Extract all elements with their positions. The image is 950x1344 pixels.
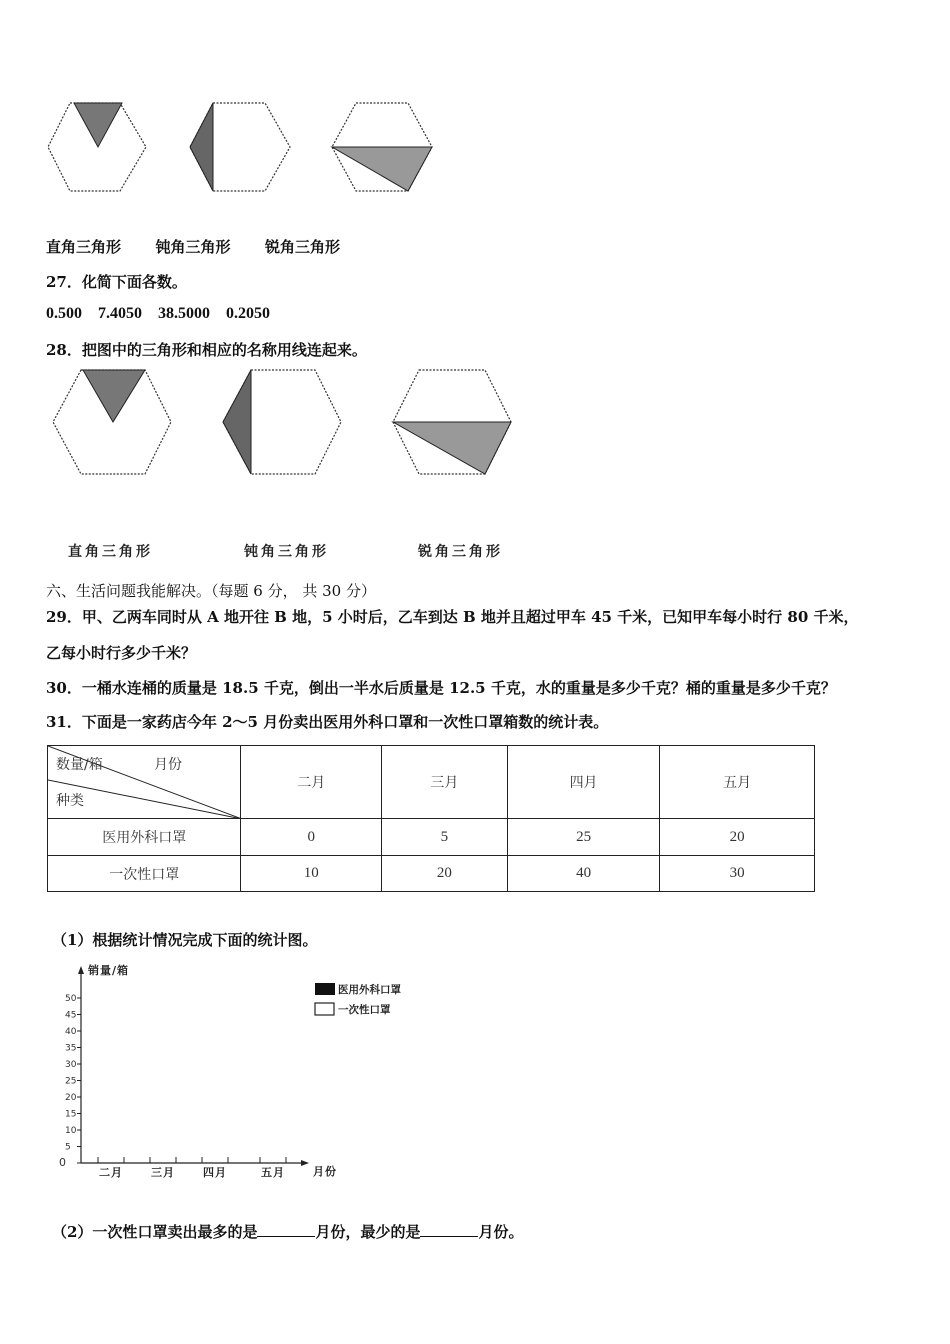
- q31-sub2-b: 月份，最少的是: [315, 1223, 421, 1241]
- answer-blank-most[interactable]: [257, 1222, 315, 1237]
- row-name: 一次性口罩: [48, 856, 241, 892]
- chart-ylabel: 销量/箱: [88, 964, 130, 977]
- x-category-label: 五月: [261, 1166, 285, 1179]
- label-right-triangle: 直角三角形: [46, 238, 122, 256]
- table-cell: 40: [507, 856, 660, 892]
- header-month: 五月: [660, 746, 815, 819]
- y-tick-label: 15: [65, 1109, 77, 1120]
- corner-qty-label: 数量/箱: [56, 757, 103, 773]
- x-category-label: 四月: [203, 1166, 227, 1179]
- corner-month-label: 月份: [154, 757, 182, 773]
- y-tick-label: 35: [65, 1043, 77, 1054]
- hexagon-1: [48, 103, 146, 191]
- q28-label-obtuse: 钝角三角形: [244, 544, 329, 560]
- row-name: 医用外科口罩: [48, 819, 241, 856]
- table-cell: 10: [241, 856, 382, 892]
- x-categories: [98, 1157, 286, 1179]
- hexagon-figures-top: [40, 95, 440, 200]
- table-cell: 0: [241, 819, 382, 856]
- q29-line1: 29．甲、乙两车同时从 A 地开往 B 地，5 小时后，乙车到达 B 地并且超过甲车 45 千米，已知甲车每小时行 80 千米，: [46, 608, 859, 626]
- corner-kind-label: 种类: [56, 793, 84, 809]
- y-tick-label: 10: [65, 1126, 77, 1136]
- header-month: 四月: [507, 746, 660, 819]
- chart-legend: [315, 983, 401, 1016]
- q27-title: 27．化简下面各数。: [46, 273, 187, 291]
- legend-label-disposable: 一次性口罩: [338, 1004, 391, 1016]
- y-tick-label: 30: [65, 1060, 77, 1070]
- q31-title: 31．下面是一家药店今年 2～5 月份卖出医用外科口罩和一次性口罩箱数的统计表。: [46, 713, 609, 731]
- q28-label-right: 直角三角形: [68, 544, 153, 560]
- q29-line2: 乙每小时行多少千米？: [46, 644, 197, 662]
- table-cell: 20: [660, 819, 815, 856]
- table-row: [48, 856, 815, 892]
- x-category-label: 二月: [99, 1166, 123, 1179]
- table-cell: 30: [660, 856, 815, 892]
- blank-bar-chart: [55, 958, 435, 1183]
- y-tick-label: 45: [65, 1010, 77, 1021]
- y-axis-arrow: [78, 966, 84, 974]
- top-triangle-labels: [46, 236, 340, 257]
- x-category-label: 三月: [151, 1166, 175, 1179]
- hexagon-4: [53, 370, 171, 474]
- label-acute-triangle: 锐角三角形: [264, 238, 340, 256]
- y-ticks: [59, 994, 81, 1169]
- legend-label-surgical: 医用外科口罩: [338, 984, 401, 996]
- y-tick-label: 40: [65, 1027, 77, 1037]
- hexagon-2: [190, 103, 290, 191]
- header-month: 三月: [382, 746, 508, 819]
- hexagon-6: [393, 370, 511, 474]
- table-header-row: [48, 746, 815, 819]
- table-cell: 20: [382, 856, 508, 892]
- q27-numbers: 0.500 7.4050 38.5000 0.2050: [46, 305, 270, 322]
- table-corner-cell: [48, 746, 241, 819]
- section-6-heading: 六、生活问题我能解决。（每题 6 分， 共 30 分）: [46, 582, 376, 600]
- legend-swatch-surgical: [315, 983, 335, 995]
- q28-title: 28．把图中的三角形和相应的名称用线连起来。: [46, 341, 367, 359]
- y-tick-label: 20: [65, 1093, 77, 1103]
- table-cell: 5: [382, 819, 508, 856]
- x-axis-arrow: [301, 1160, 309, 1166]
- stats-table: [47, 745, 815, 892]
- table-cell: 25: [507, 819, 660, 856]
- q31-sub2-a: （2）一次性口罩卖出最多的是: [52, 1223, 258, 1241]
- label-obtuse-triangle: 钝角三角形: [155, 238, 231, 256]
- q28-label-acute: 锐角三角形: [418, 544, 503, 560]
- header-month: 二月: [241, 746, 382, 819]
- legend-swatch-disposable: [315, 1003, 334, 1015]
- chart-xlabel: 月份: [313, 1165, 337, 1178]
- q30-text: 30．一桶水连桶的质量是 18.5 千克，倒出一半水后质量是 12.5 千克，水的重量是多少千克？桶的重量是多少千克？: [46, 679, 836, 697]
- answer-blank-least[interactable]: [420, 1222, 478, 1237]
- q31-sub2: [52, 1221, 523, 1242]
- q31-sub1: （1）根据统计情况完成下面的统计图。: [52, 931, 318, 949]
- y-tick-label: 5: [65, 1142, 71, 1153]
- y-tick-label: 25: [65, 1076, 77, 1087]
- table-row: [48, 819, 815, 856]
- hexagon-3: [332, 103, 432, 191]
- y-tick-label: 0: [59, 1156, 66, 1169]
- hexagon-5: [223, 370, 341, 474]
- y-tick-label: 50: [65, 994, 77, 1004]
- q31-sub2-c: 月份。: [478, 1223, 524, 1241]
- hexagon-figures-q28: [45, 362, 525, 480]
